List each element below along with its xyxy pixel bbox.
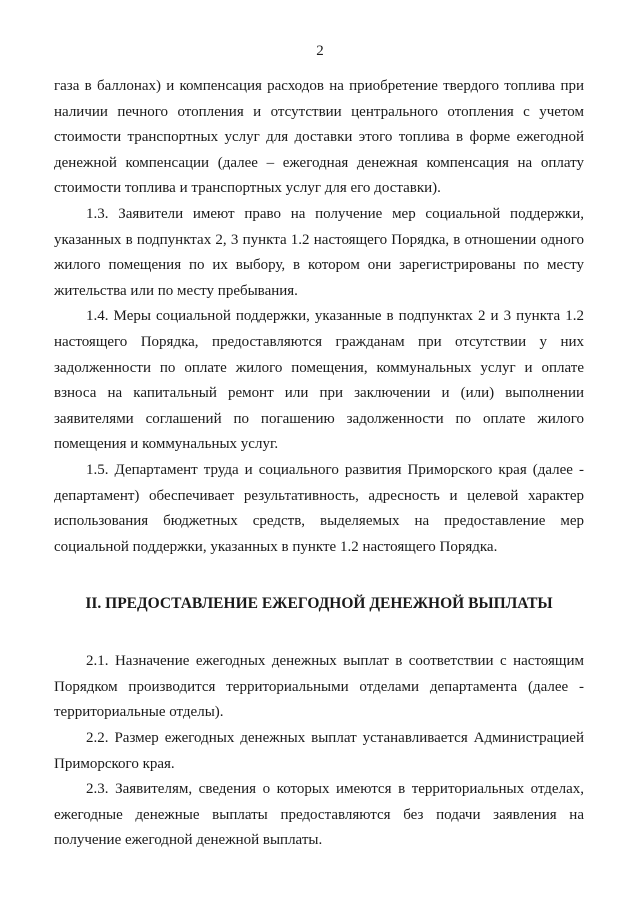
paragraph-1-5: 1.5. Департамент труда и социального развития Приморского края (далее - департамент) обеспечивает результативность, адресность и целевой характер использования бюджетных средств, выделяемых на предоставление мер социальной поддержки, указанных в пункте 1.2 настоящего Порядка. [54,461,584,555]
paragraph-continuation: газа в баллонах) и компенсация расходов на приобретение твердого топлива при наличии печного отопления и отсутствии центрального отопления с учетом стоимости транспортных услуг для доставки этого топлива в форме ежегодной денежной компенсации (далее – ежегодная денежная компенсация на оплату стоимости топлива и транспортных услуг для его доставки). [54,78,584,197]
paragraph-2-2: 2.2. Размер ежегодных денежных выплат устанавливается Администрацией Приморского края. [54,730,584,772]
page-number: 2 [316,43,324,59]
section-heading-2: II. ПРЕДОСТАВЛЕНИЕ ЕЖЕГОДНОЙ ДЕНЕЖНОЙ ВЫПЛАТЫ [85,595,553,613]
paragraph-1-4: 1.4. Меры социальной поддержки, указанные в подпунктах 2 и 3 пункта 1.2 настоящего Порядка, предоставляются гражданам при отсутствии у них задолженности по оплате жилого помещения, коммунальных услуг и оплате взноса на капитальный ремонт или при заключении и (или) выполнении заявителями соглашений по погашению задолженности по оплате жилого помещения и коммунальных услуг. [54,308,584,453]
paragraph-2-1: 2.1. Назначение ежегодных денежных выплат в соответствии с настоящим Порядком производится территориальными отделами департамента (далее - территориальные отделы). [54,653,584,721]
document-body [54,74,584,854]
paragraph-2-3: 2.3. Заявителям, сведения о которых имеются в территориальных отделах, ежегодные денежные выплаты предоставляются без подачи заявления на получение ежегодной денежной выплаты. [54,781,584,849]
paragraph-1-3: 1.3. Заявители имеют право на получение мер социальной поддержки, указанных в подпунктах 2, 3 пункта 1.2 настоящего Порядка, в отношении одного жилого помещения по их выбору, в котором они зарегистрированы по месту жительства или по месту пребывания. [54,205,584,299]
